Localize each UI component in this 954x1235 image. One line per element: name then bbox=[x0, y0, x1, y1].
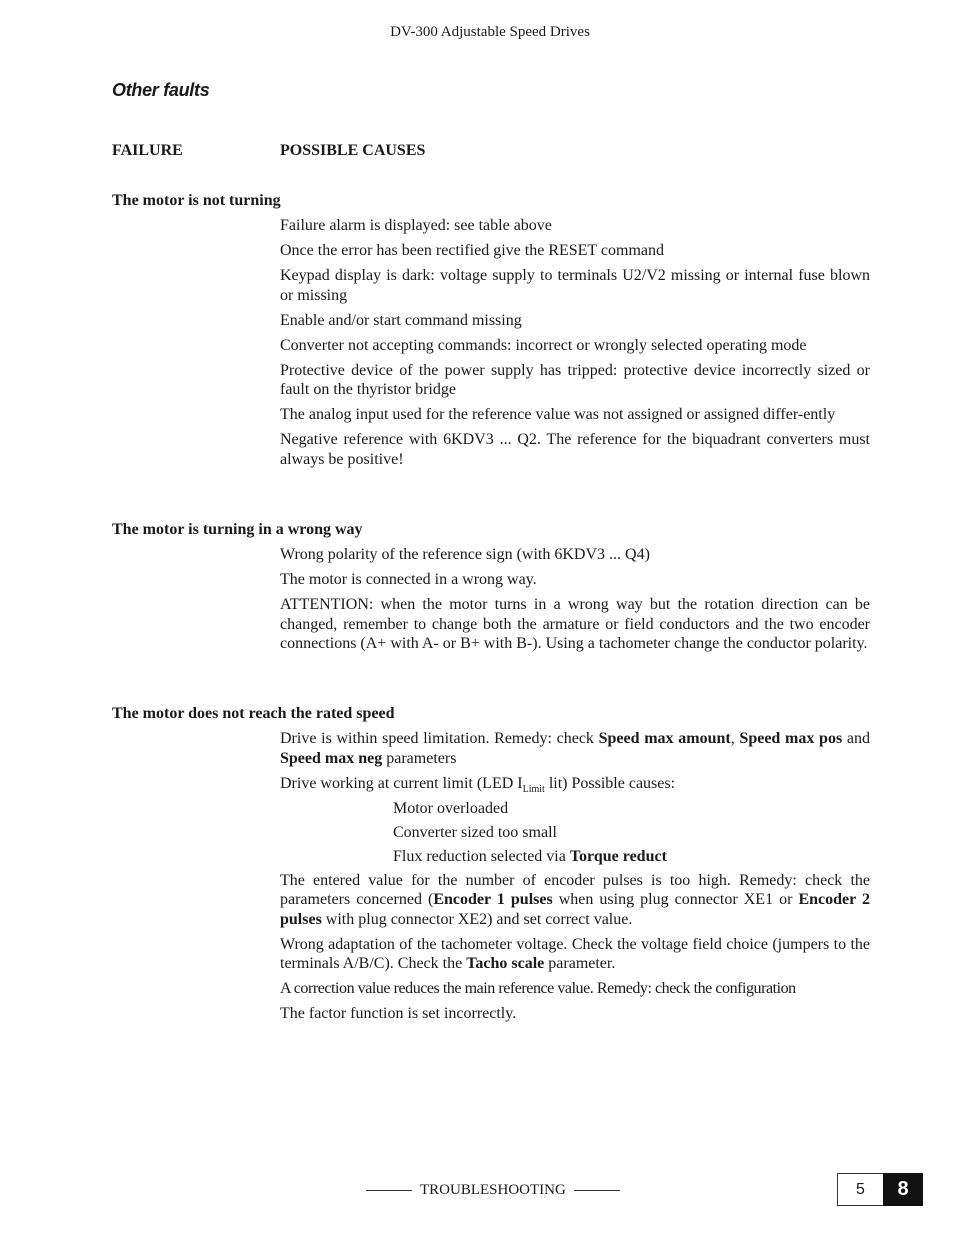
cause-item: Protective device of the power supply has tripped: protective device incorrectly sized or fault on the thyristor bridge bbox=[280, 361, 870, 398]
cause-text: and bbox=[842, 730, 870, 747]
parameter-name: Tacho scale bbox=[466, 955, 545, 972]
cause-speed-limit bbox=[280, 729, 870, 768]
column-header-causes: POSSIBLE CAUSES bbox=[280, 142, 426, 159]
cause-text: Drive working at current limit (LED I bbox=[280, 774, 523, 792]
footer-rule bbox=[574, 1190, 620, 1191]
led-subscript: Limit bbox=[522, 783, 545, 795]
section-title: Other faults bbox=[112, 80, 210, 100]
cause-item: The analog input used for the reference value was not assigned or assigned differ-ently bbox=[280, 406, 836, 423]
parameter-name: Speed max amount bbox=[598, 730, 731, 747]
fault-group-wrong-way bbox=[112, 520, 870, 659]
cause-item: Wrong polarity of the reference sign (with 6KDV3 ... Q4) bbox=[280, 546, 650, 563]
cause-item: ATTENTION: when the motor turns in a wrong way but the rotation direction can be changed, remember to change both the armature or field conductors and the two encoder connections (A+ with A- or B+ with B-). Using a tachometer change the conductor polarity. bbox=[280, 596, 870, 652]
cause-text: when using plug connector XE1 or bbox=[552, 891, 799, 908]
cause-text: Drive is within speed limitation. Remedy: check bbox=[280, 730, 599, 747]
group-title: The motor does not reach the rated speed bbox=[112, 705, 395, 722]
column-header-failure: FAILURE bbox=[112, 142, 183, 159]
parameter-name: Torque reduct bbox=[569, 847, 667, 865]
fault-group-rated-speed bbox=[112, 704, 870, 1029]
cause-text: The entered value for the number of encoder pulses is too high. Remedy: check the parameters concerned ( bbox=[280, 871, 870, 908]
cause-encoder bbox=[280, 871, 870, 930]
cause-item: Failure alarm is displayed: see table above bbox=[280, 217, 552, 234]
sub-cause-item: Motor overloaded bbox=[393, 799, 509, 817]
cause-list bbox=[280, 545, 870, 654]
page-header: DV-300 Adjustable Speed Drives bbox=[390, 24, 590, 40]
parameter-name: Encoder 2 pulses bbox=[280, 891, 870, 928]
sub-cause-item: Converter sized too small bbox=[393, 823, 557, 841]
cause-item: Converter not accepting commands: incorrect or wrongly selected operating mode bbox=[280, 336, 807, 354]
cause-text: , bbox=[730, 730, 740, 747]
cause-item: Keypad display is dark: voltage supply to terminals U2/V2 missing or internal fuse blown or missing bbox=[280, 267, 870, 304]
cause-current-limit bbox=[280, 774, 870, 794]
footer-rule bbox=[366, 1190, 412, 1191]
cause-correction: A correction value reduces the main reference value. Remedy: check the configuration bbox=[280, 980, 796, 997]
cause-text: lit) Possible causes: bbox=[544, 774, 676, 792]
fault-group-not-turning bbox=[112, 191, 870, 475]
cause-item: Negative reference with 6KDV3 ... Q2. The reference for the biquadrant converters must always be positive! bbox=[280, 431, 870, 468]
page-number: 5 bbox=[837, 1173, 883, 1206]
cause-list bbox=[280, 729, 870, 1024]
sub-cause-flux bbox=[393, 847, 870, 867]
cause-item: The motor is connected in a wrong way. bbox=[280, 571, 537, 588]
cause-list bbox=[280, 216, 870, 469]
cause-item: Enable and/or start command missing bbox=[280, 311, 522, 329]
cause-text: Wrong adaptation of the tachometer voltage. Check the voltage field choice (jumpers to the terminals A/B/C). Check the bbox=[280, 935, 870, 972]
parameter-name: Encoder 1 pulses bbox=[433, 891, 553, 908]
page-number-box bbox=[837, 1173, 923, 1206]
cause-text: parameters bbox=[382, 749, 457, 767]
parameter-name: Speed max pos bbox=[739, 730, 843, 747]
cause-item: Once the error has been rectified give the RESET command bbox=[280, 242, 665, 259]
group-title: The motor is not turning bbox=[112, 192, 281, 209]
cause-tacho bbox=[280, 935, 870, 974]
cause-factor: The factor function is set incorrectly. bbox=[280, 1005, 517, 1022]
page-footer bbox=[358, 1182, 628, 1199]
cause-text: parameter. bbox=[544, 955, 616, 972]
cause-text: Flux reduction selected via bbox=[393, 847, 570, 865]
parameter-name: Speed max neg bbox=[280, 749, 383, 767]
chapter-number: 8 bbox=[883, 1173, 923, 1206]
footer-label: TROUBLESHOOTING bbox=[420, 1182, 566, 1198]
group-title: The motor is turning in a wrong way bbox=[112, 521, 363, 538]
cause-text: with plug connector XE2) and set correct value. bbox=[321, 910, 633, 928]
